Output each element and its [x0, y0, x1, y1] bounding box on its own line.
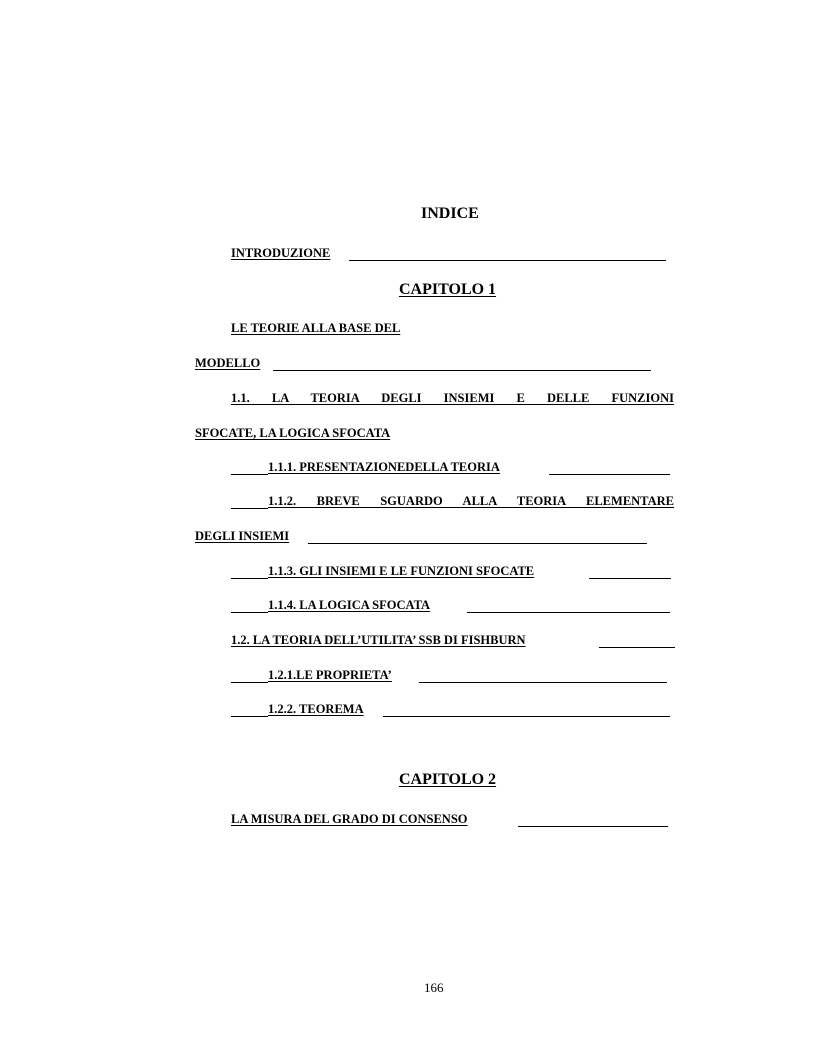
toc-entry-1-1-2-line1[interactable]: 1.1.2. BREVE SGUARDO ALLA TEORIA ELEMENTARE — [268, 494, 674, 508]
toc-entry-teorie-line1[interactable]: LE TEORIE ALLA BASE DEL — [231, 321, 401, 335]
toc-entry-introduzione[interactable]: INTRODUZIONE — [231, 246, 331, 260]
leader-line — [383, 716, 670, 717]
toc-entry-1-1-2-line2[interactable]: DEGLI INSIEMI — [195, 529, 290, 543]
toc-entry-1-1-3[interactable]: 1.1.3. GLI INSIEMI E LE FUNZIONI SFOCATE — [268, 564, 535, 578]
indent-line — [231, 716, 268, 717]
toc-entry-1-2-1[interactable]: 1.2.1.LE PROPRIETA’ — [268, 668, 392, 682]
toc-entry-misura[interactable]: LA MISURA DEL GRADO DI CONSENSO — [231, 812, 468, 826]
chapter-1-heading[interactable]: CAPITOLO 1 — [399, 281, 497, 298]
toc-entry-1-2[interactable]: 1.2. LA TEORIA DELL’UTILITA’ SSB DI FISHBURN — [231, 633, 526, 647]
leader-line — [349, 260, 666, 261]
toc-entry-teorie-line2[interactable]: MODELLO — [195, 356, 261, 370]
leader-line — [599, 647, 675, 648]
leader-line — [589, 578, 671, 579]
indent-line — [231, 578, 268, 579]
leader-line — [308, 543, 647, 544]
toc-entry-1-1-line2[interactable]: SFOCATE, LA LOGICA SFOCATA — [195, 426, 391, 440]
chapter-2-heading[interactable]: CAPITOLO 2 — [399, 771, 497, 788]
indent-line — [231, 508, 268, 509]
index-title: INDICE — [421, 205, 479, 222]
toc-entry-1-1-1[interactable]: 1.1.1. PRESENTAZIONEDELLA TEORIA — [268, 460, 500, 474]
toc-entry-1-2-2[interactable]: 1.2.2. TEOREMA — [268, 702, 364, 716]
leader-line — [419, 682, 667, 683]
leader-line — [549, 474, 670, 475]
leader-line — [518, 826, 668, 827]
page-number: 166 — [424, 980, 444, 995]
indent-line — [231, 474, 268, 475]
toc-entry-1-1-4[interactable]: 1.1.4. LA LOGICA SFOCATA — [268, 598, 431, 612]
indent-line — [231, 682, 268, 683]
indent-line — [231, 612, 268, 613]
leader-line — [467, 612, 670, 613]
leader-line — [273, 370, 651, 371]
toc-entry-1-1-line1[interactable]: 1.1. LA TEORIA DEGLI INSIEMI E DELLE FUNZIONI — [231, 391, 674, 405]
